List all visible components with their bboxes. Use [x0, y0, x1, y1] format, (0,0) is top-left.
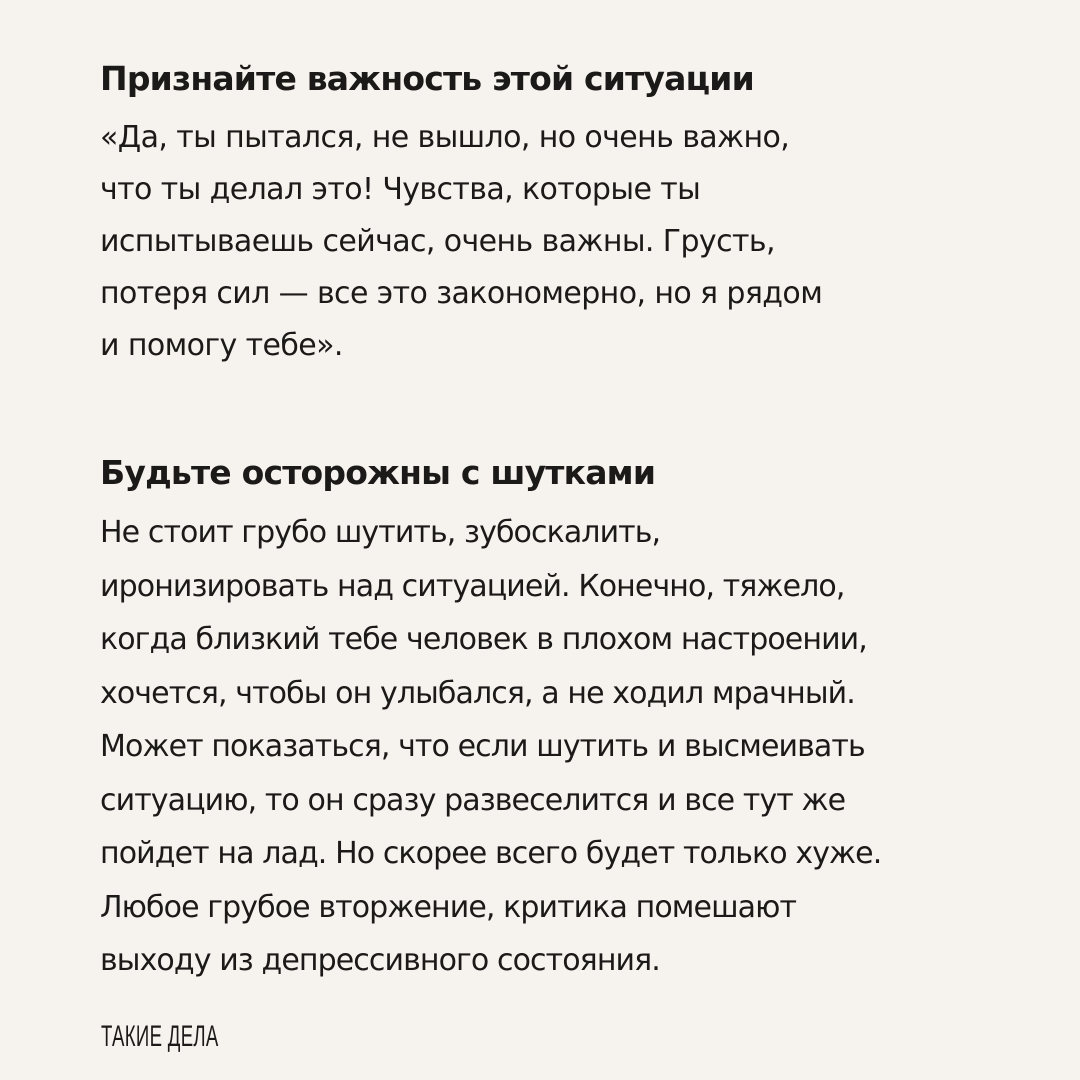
paragraph-line: иронизировать над ситуацией. Конечно, тяжело, — [100, 568, 845, 604]
section-acknowledge — [100, 58, 1040, 372]
paragraph-line: выходу из депрессивного состояния. — [100, 943, 660, 978]
brand-logo: ТАКИЕ ДЕЛА — [101, 1020, 219, 1053]
paragraph-line: и помогу тебе». — [100, 328, 343, 363]
section-heading-jokes: Будьте осторожны с шутками — [100, 453, 656, 492]
section-jokes — [100, 452, 1040, 988]
paragraph-line: когда близкий тебе человек в плохом настроении, — [100, 622, 867, 657]
paragraph-line: «Да, ты пытался, не вышло, но очень важно, — [100, 120, 790, 155]
section-paragraph-jokes — [100, 506, 1040, 988]
paragraph-line: Любое грубое вторжение, критика помешают — [100, 889, 797, 925]
paragraph-line: Не стоит грубо шутить, зубоскалить, — [100, 515, 661, 550]
paragraph-line: Может показаться, что если шутить и высмеивать — [100, 729, 865, 764]
section-paragraph-acknowledge — [100, 112, 1040, 372]
paragraph-line: испытываешь сейчас, очень важны. Грусть, — [100, 224, 775, 259]
paragraph-line: потеря сил — все это закономерно, но я рядом — [100, 276, 823, 311]
section-heading-acknowledge: Признайте важность этой ситуации — [100, 59, 754, 98]
paragraph-line: что ты делал это! Чувства, которые ты — [100, 172, 701, 207]
paragraph-line: хочется, чтобы он улыбался, а не ходил мрачный. — [100, 675, 855, 711]
paragraph-line: ситуацию, то он сразу развеселится и все тут же — [100, 782, 846, 818]
paragraph-line: пойдет на лад. Но скорее всего будет только хуже. — [100, 836, 882, 871]
